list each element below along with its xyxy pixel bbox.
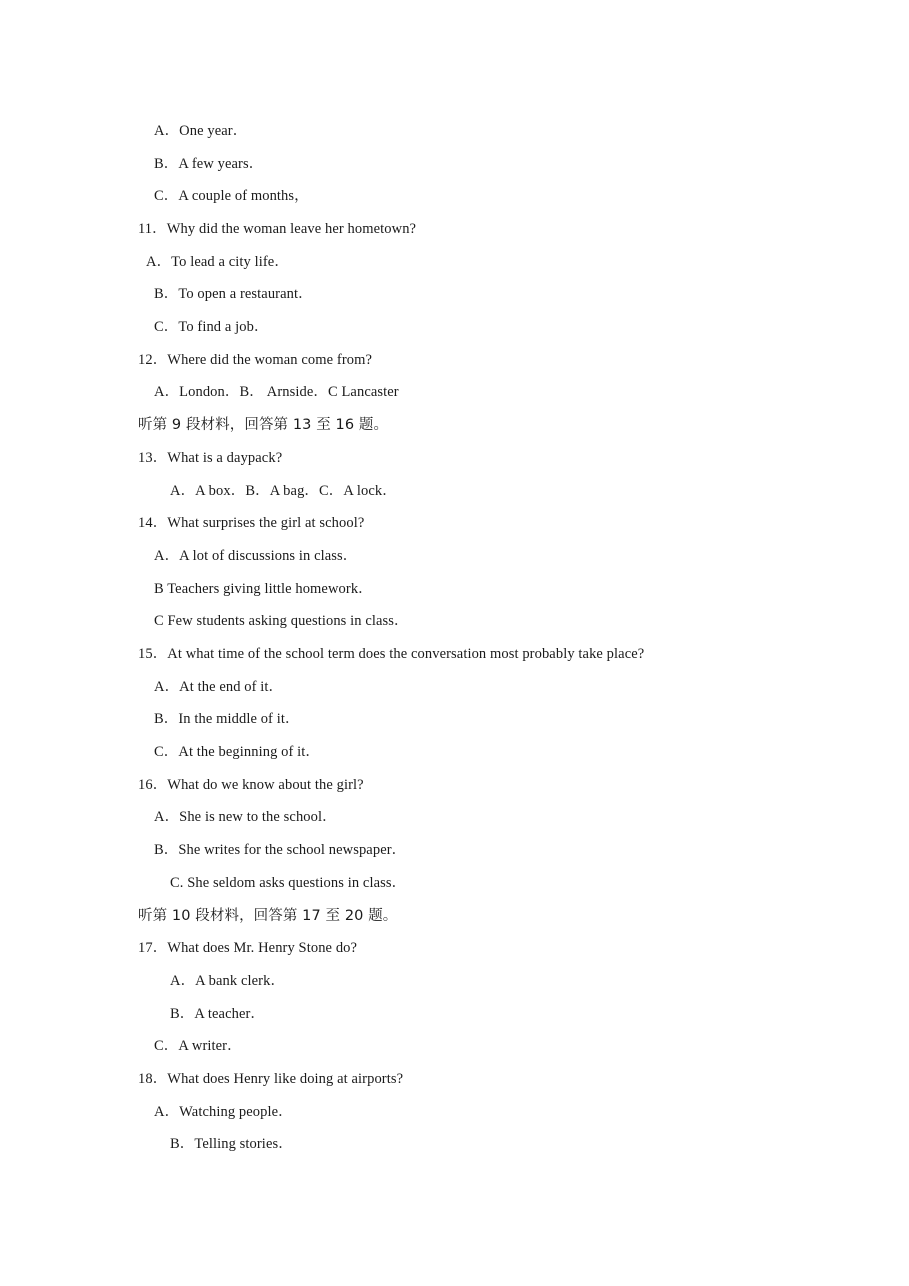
q11-option-a: A．To lead a city life． xyxy=(146,254,289,270)
question-17: 17．What does Mr. Henry Stone do? xyxy=(138,940,358,956)
question-11: 11．Why did the woman leave her hometown? xyxy=(138,221,417,237)
question-15: 15．At what time of the school term does the conversation most probably take place? xyxy=(138,646,645,662)
q17-option-c: C．A writer． xyxy=(154,1038,242,1054)
q16-option-b: B．She writes for the school newspaper． xyxy=(154,842,407,858)
q10-option-c: C．A couple of months， xyxy=(154,188,309,204)
q15-option-b: B．In the middle of it． xyxy=(154,711,300,727)
q18-option-b: B．Telling stories． xyxy=(170,1136,293,1152)
section-heading-10: 听第 10 段材料，回答第 17 至 20 题。 xyxy=(138,908,398,924)
q10-option-b: B．A few years． xyxy=(154,156,264,172)
question-14: 14．What surprises the girl at school? xyxy=(138,515,365,531)
q11-option-c: C．To find a job． xyxy=(154,319,269,335)
q18-option-a: A．Watching people． xyxy=(154,1104,293,1120)
q11-option-b: B．To open a restaurant． xyxy=(154,286,313,302)
question-12: 12．Where did the woman come from? xyxy=(138,352,373,368)
section-heading-9: 听第 9 段材料，回答第 13 至 16 题。 xyxy=(138,417,389,433)
q16-option-c: C. She seldom asks questions in class． xyxy=(170,875,407,891)
q13-options: A．A box．B．A bag．C．A lock． xyxy=(170,483,397,499)
question-13: 13．What is a daypack? xyxy=(138,450,283,466)
q14-option-a: A．A lot of discussions in class． xyxy=(154,548,358,564)
q14-option-b: B Teachers giving little homework． xyxy=(154,581,373,597)
q10-option-a: A．One year． xyxy=(154,123,248,139)
question-16: 16．What do we know about the girl? xyxy=(138,777,364,793)
q12-options: A．London．B． Arnside．C Lancaster xyxy=(154,384,399,400)
q15-option-a: A．At the end of it． xyxy=(154,679,284,695)
q17-option-a: A．A bank clerk． xyxy=(170,973,286,989)
q16-option-a: A．She is new to the school． xyxy=(154,809,337,825)
q15-option-c: C．At the beginning of it． xyxy=(154,744,321,760)
question-18: 18．What does Henry like doing at airports? xyxy=(138,1071,404,1087)
q17-option-b: B．A teacher． xyxy=(170,1006,266,1022)
q14-option-c: C Few students asking questions in class． xyxy=(154,613,409,629)
